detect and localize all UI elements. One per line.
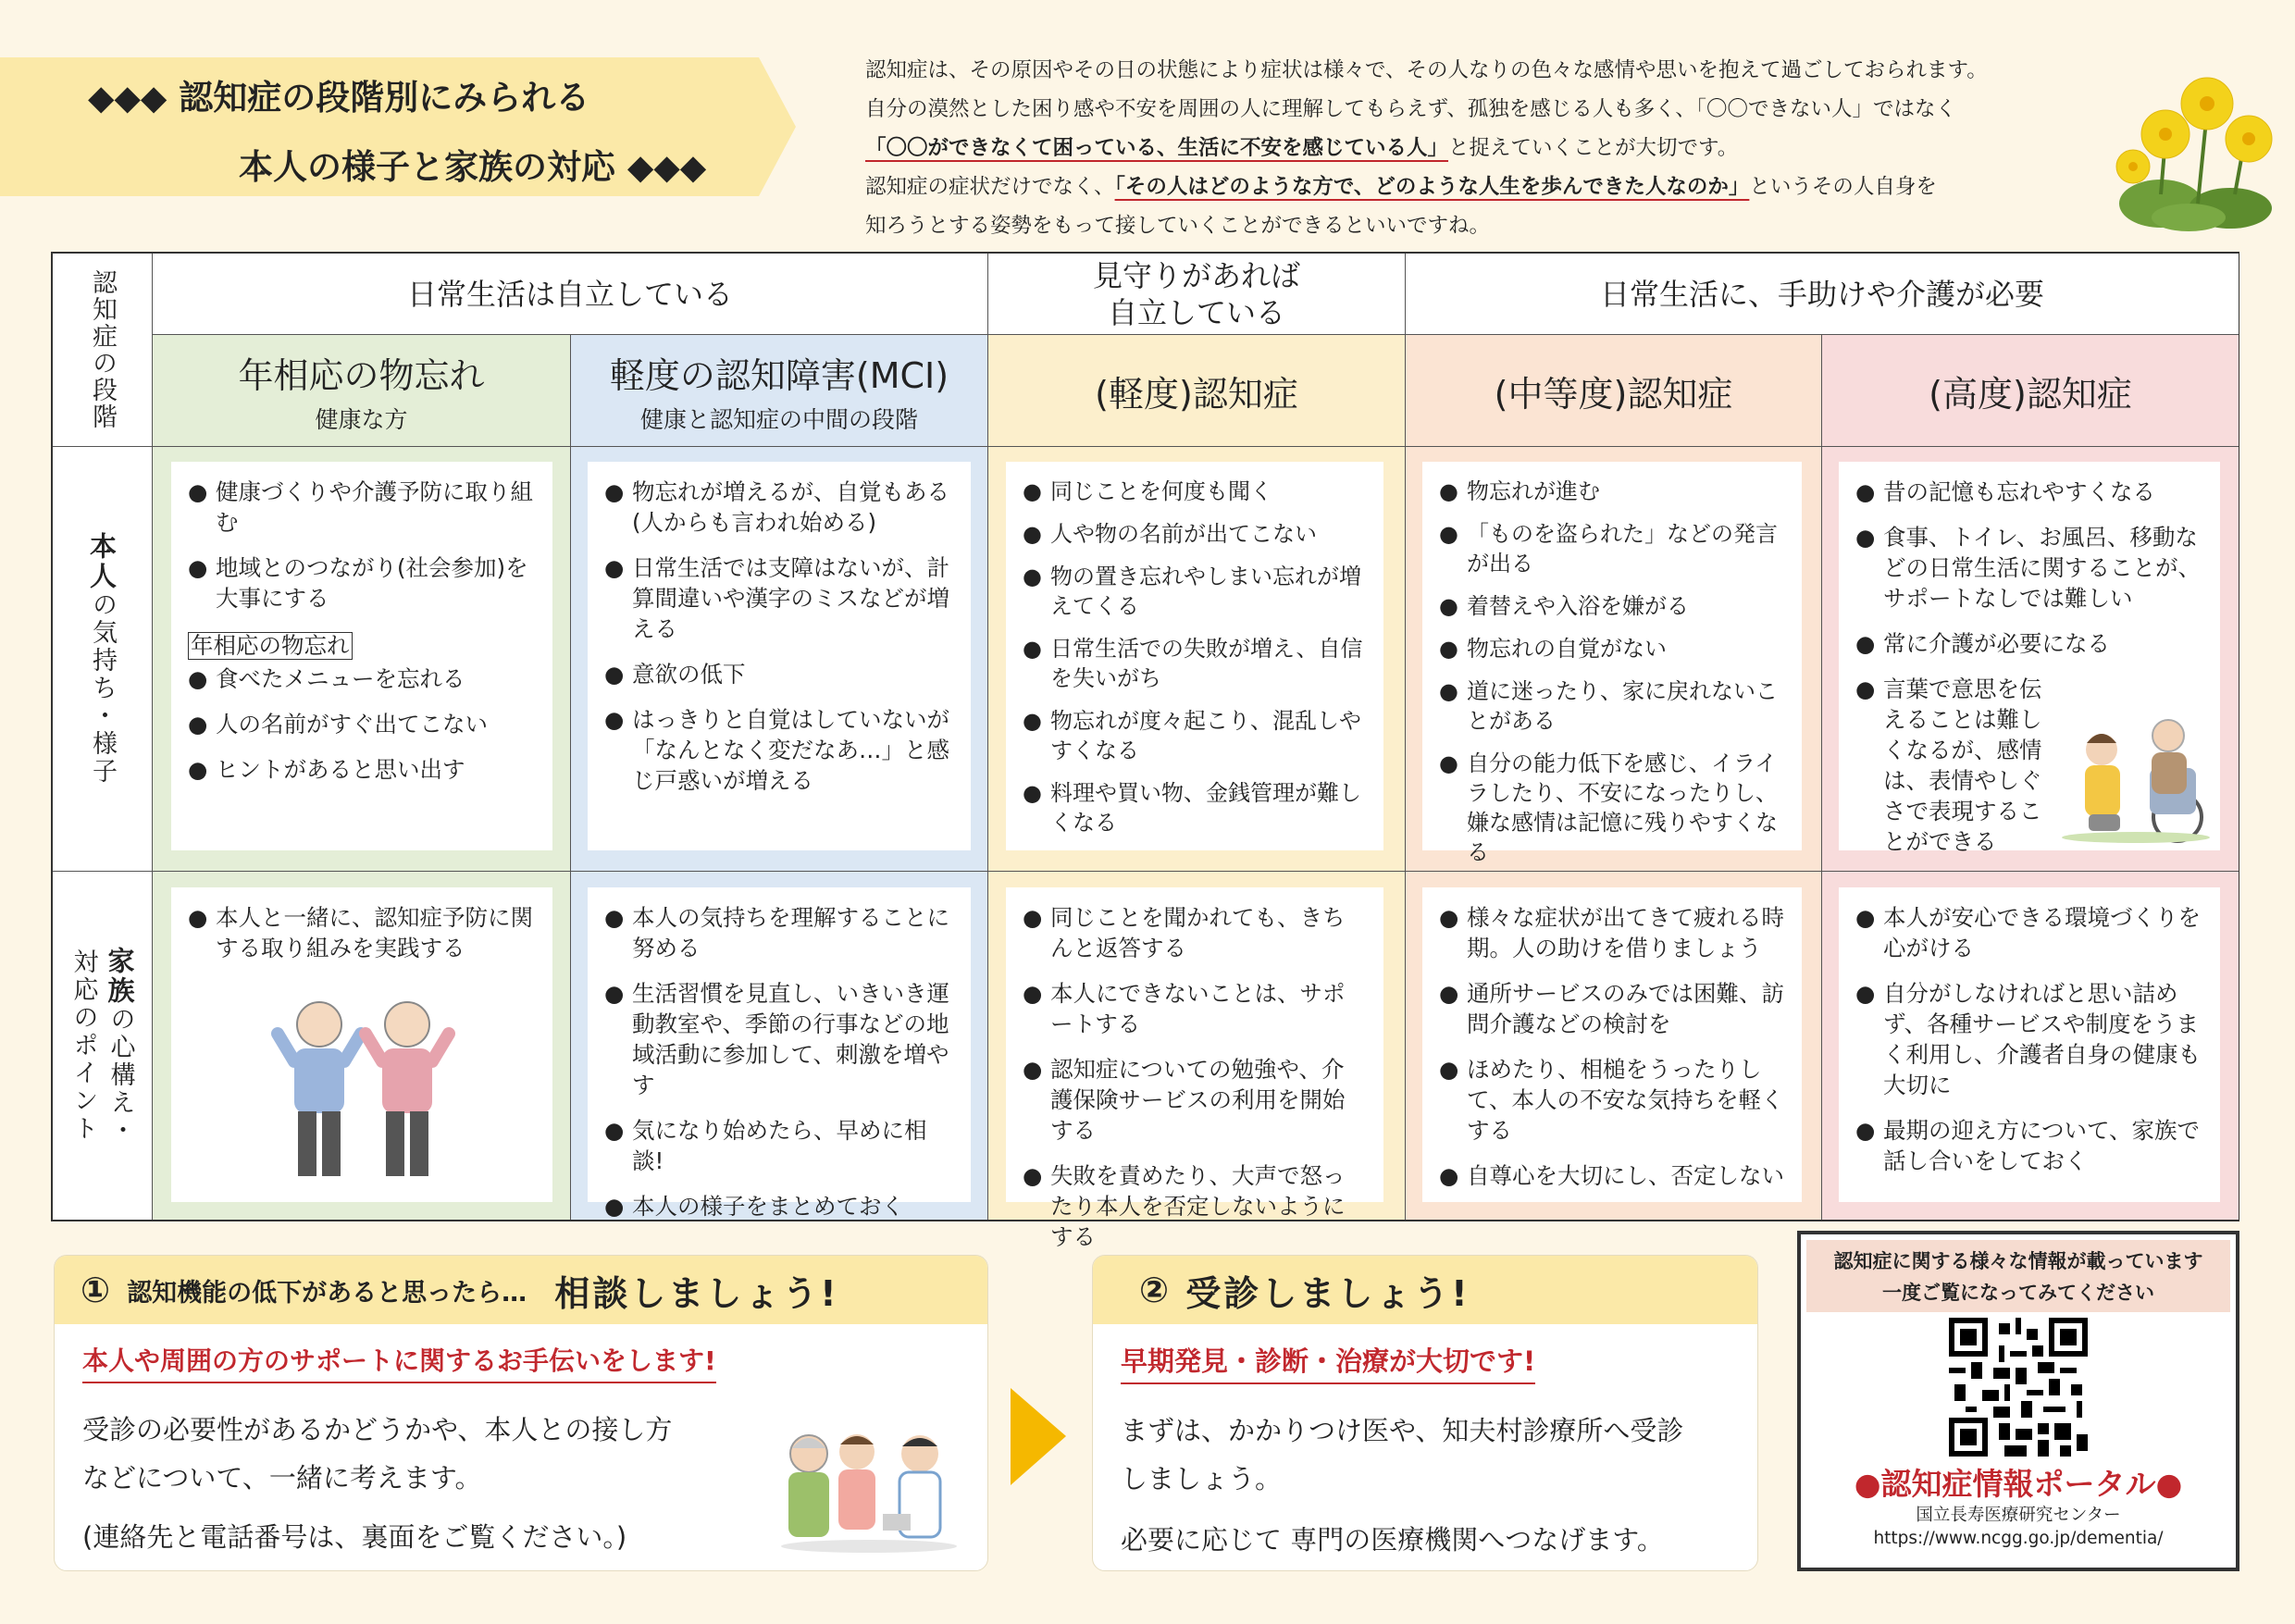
consultation-illustration xyxy=(772,1417,966,1556)
list-item: ● 本人が安心できる環境づくりを心がける xyxy=(1855,902,2203,963)
list-item: ● 日常生活での失敗が増え、自信を失いがち xyxy=(1023,634,1367,693)
caregiver-wheelchair-illustration xyxy=(2048,699,2214,847)
span-head-supervision: 見守りがあれば 自立している xyxy=(988,254,1406,335)
person-box-severe xyxy=(1839,462,2220,855)
list-item: ● 失敗を責めたり、大声で怒ったり本人を否定しないようにする xyxy=(1023,1160,1367,1252)
person-box-mild xyxy=(1006,462,1383,850)
normal-forgetting-tag: 年相応の物忘れ xyxy=(188,632,353,660)
list-item: ● 意欲の低下 xyxy=(604,659,954,689)
list-item: ● 様々な症状が出てきて疲れる時期。人の助けを借りましょう xyxy=(1439,902,1785,963)
family-box-normal xyxy=(171,887,552,1202)
stage-head-mci: 軽度の認知障害(MCI) 健康と認知症の中間の段階 xyxy=(571,335,988,447)
intro-text: 認知症は、その原因やその日の状態により症状は様々で、その人なりの色々な感情や思いを抱えて過ごしておられます。 自分の漠然とした困り感や不安を周囲の人に理解してもらえず、孤独を感じる人も多く、「〇〇できない人」ではなく 「〇〇ができなくて困っている、生活に不安を感じている人」と捉えていくことが大切です。 認知症の症状だけでなく、「その人はどのような方で、どのような人生を歩んできた人なのか」というその人自身を 知ろうとする姿勢をもって接していくことができるといいですね。 xyxy=(865,58,1988,238)
list-item: ● 日常生活では支障はないが、計算間違いや漢字のミスなどが増える xyxy=(604,552,954,644)
visit-text: まずは、かかりつけ医や、知夫村診療所へ受診 しましょう。 必要に応じて 専門の医療機関へつなげます。 xyxy=(1121,1415,1684,1556)
list-item: ● 常に介護が必要になる xyxy=(1855,628,2203,659)
list-item: ● 物忘れが進む xyxy=(1439,477,1785,506)
list-item: ● 言葉で意思を伝えることは難しくなるが、感情は、表情やしぐさで表現することができる xyxy=(1855,674,2203,857)
family-box-mci xyxy=(588,887,971,1220)
person-box-normal xyxy=(171,462,552,850)
list-item: ● 食事、トイレ、お風呂、移動などの日常生活に関することが、サポートなしでは難しい xyxy=(1855,522,2203,614)
family-box-severe xyxy=(1839,887,2220,1202)
dementia-stage-table xyxy=(51,252,2239,1250)
exercising-seniors-illustration xyxy=(268,989,463,1188)
list-item: ● 「ものを盗られた」などの発言が出る xyxy=(1439,519,1785,578)
list-item: ● 同じことを何度も聞く xyxy=(1023,477,1367,506)
list-item: ● 気になり始めたら、早めに相談! xyxy=(604,1115,954,1176)
visit-red-title: 早期発見・診断・治療が大切です! xyxy=(1121,1341,1535,1384)
person-box-mci xyxy=(588,462,971,850)
list-item: ● 物忘れが増えるが、自覚もある(人からも言われ始める) xyxy=(604,477,954,538)
list-item: ● 物忘れが度々起こり、混乱しやすくなる xyxy=(1023,706,1367,765)
list-item: ● 地域とのつながり(社会参加)を大事にする xyxy=(188,552,536,614)
family-box-mild xyxy=(1006,887,1383,1250)
list-item: ● 本人の気持ちを理解することに努める xyxy=(604,902,954,963)
list-item: ● 人の名前がすぐ出てこない xyxy=(188,709,536,739)
list-item: ● 健康づくりや介護予防に取り組む xyxy=(188,477,536,538)
list-item: ● 人や物の名前が出てこない xyxy=(1023,519,1367,549)
list-item: ● 認知症についての勉強や、介護保険サービスの利用を開始する xyxy=(1023,1054,1367,1146)
list-item: ● 最期の迎え方について、家族で話し合いをしておく xyxy=(1855,1115,2203,1176)
span-head-independent: 日常生活は自立している xyxy=(153,254,988,335)
list-item: ● 本人と一緒に、認知症予防に関する取り組みを実践する xyxy=(188,902,536,963)
consult-panel xyxy=(54,1255,988,1571)
list-item: ● 通所サービスのみでは困難、訪問介護などの検討を xyxy=(1439,978,1785,1039)
list-item: ● 自分の能力低下を感じ、イライラしたり、不安になったりし、嫌な感情は記憶に残りやすくなる xyxy=(1439,749,1785,867)
consult-panel-header: ① 認知機能の低下があると思ったら… 相談しましょう! xyxy=(55,1256,987,1324)
page-title-line1: ◆◆◆ 認知症の段階別にみられる xyxy=(88,78,590,118)
qr-url-link[interactable]: https://www.ncgg.go.jp/dementia/ xyxy=(1873,1529,2164,1548)
list-item: ● 物の置き忘れやしまい忘れが増えてくる xyxy=(1023,562,1367,621)
qr-code-icon[interactable] xyxy=(1949,1318,2088,1457)
qr-portal-title: ●認知症情報ポータル● xyxy=(1854,1466,2183,1502)
flower-illustration xyxy=(2096,56,2281,231)
stage-label: 認知症の段階 xyxy=(53,254,153,447)
list-item: ● 物忘れの自覚がない xyxy=(1439,634,1785,663)
list-item: ● 本人の様子をまとめておく xyxy=(604,1191,954,1221)
list-item: ● ほめたり、相槌をうったりして、本人の不安な気持ちを軽くする xyxy=(1439,1054,1785,1146)
visit-panel xyxy=(1092,1255,1758,1571)
span-head-care-needed: 日常生活に、手助けや介護が必要 xyxy=(1406,254,2239,335)
list-item: ● 料理や買い物、金銭管理が難しくなる xyxy=(1023,778,1367,837)
list-item: ● 本人にできないことは、サポートする xyxy=(1023,978,1367,1039)
list-item: ● ヒントがあると思い出す xyxy=(188,754,536,785)
person-box-moderate xyxy=(1422,462,1802,865)
list-item: ● 同じことを聞かれても、きちんと返答する xyxy=(1023,902,1367,963)
list-item: ● 道に迷ったり、家に戻れないことがある xyxy=(1439,676,1785,736)
visit-panel-header: ② 受診しましょう! xyxy=(1093,1256,1757,1324)
stage-head-severe: (高度)認知症 xyxy=(1822,335,2239,447)
list-item: ● 生活習慣を見直し、いきいき運動教室や、季節の行事などの地域活動に参加して、刺激を増やす xyxy=(604,978,954,1100)
row-label-person: 本人 の気持ち・様子 xyxy=(53,447,153,872)
list-item: ● はっきりと自覚はしていないが「なんとなく変だなあ…」と感じ戸惑いが増える xyxy=(604,704,954,796)
page-title-line2: 本人の様子と家族の対応 ◆◆◆ xyxy=(239,147,707,187)
arrow-right-icon xyxy=(1011,1388,1066,1485)
consult-text: 受診の必要性があるかどうかや、本人との接し方 などについて、一緒に考えます。 (連絡先と電話番号は、裏面をご覧ください。) xyxy=(82,1414,673,1553)
list-item: ● 自尊心を大切にし、否定しない xyxy=(1439,1160,1785,1191)
stage-head-mild: (軽度)認知症 xyxy=(988,335,1406,447)
stage-head-moderate: (中等度)認知症 xyxy=(1406,335,1822,447)
row-label-family: 家族の心構え・ 対応のポイント xyxy=(53,872,153,1220)
stage-head-normal: 年相応の物忘れ 健康な方 xyxy=(153,335,571,447)
family-box-moderate xyxy=(1422,887,1802,1202)
list-item: ● 着替えや入浴を嫌がる xyxy=(1439,591,1785,621)
qr-org: 国立長寿医療研究センター xyxy=(1916,1506,2121,1525)
consult-red-title: 本人や周囲の方のサポートに関するお手伝いをします! xyxy=(82,1341,716,1383)
list-item: ● 食べたメニューを忘れる xyxy=(188,663,536,694)
list-item: ● 自分がしなければと思い詰めず、各種サービスや制度をうまく利用し、介護者自身の健康も大切に xyxy=(1855,978,2203,1100)
qr-portal-panel xyxy=(1797,1231,2239,1571)
list-item: ● 昔の記憶も忘れやすくなる xyxy=(1855,477,2203,507)
qr-header: 認知症に関する様々な情報が載っています 一度ご覧になってみてください xyxy=(1806,1240,2230,1312)
